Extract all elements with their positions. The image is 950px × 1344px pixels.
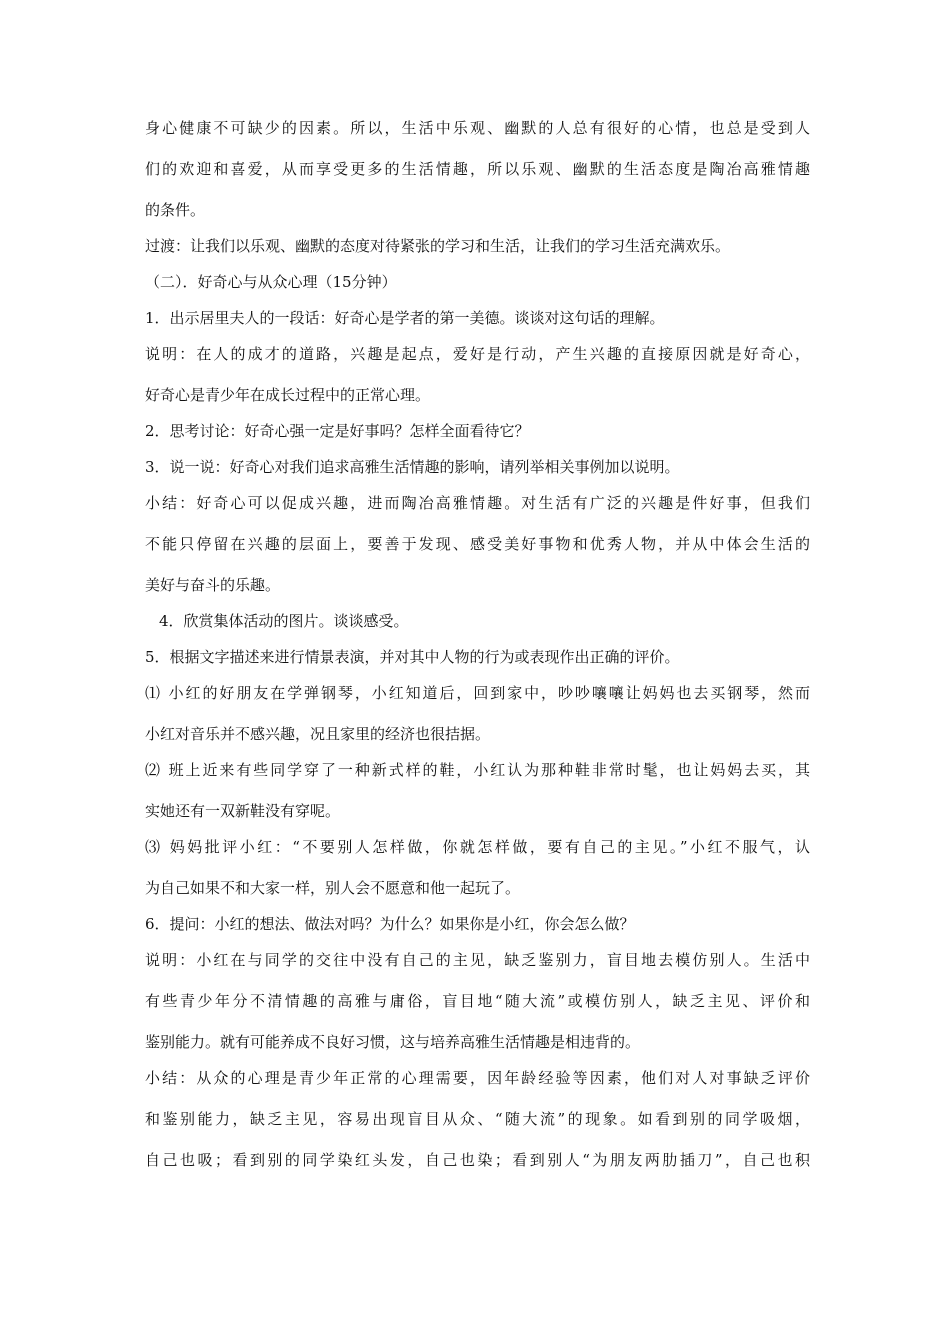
text-line: 为自己如果不和大家一样，别人会不愿意和他一起玩了。 <box>145 879 521 897</box>
text-line: 1．出示居里夫人的一段话：好奇心是学者的第一美德。谈谈对这句话的理解。 <box>145 309 665 327</box>
text-line: 3．说一说：好奇心对我们追求高雅生活情趣的影响，请列举相关事例加以说明。 <box>145 458 680 476</box>
text-line: 6．提问：小红的想法、做法对吗？为什么？如果你是小红，你会怎么做？ <box>145 915 635 933</box>
document-page <box>145 115 810 1173</box>
text-line: 5．根据文字描述来进行情景表演，并对其中人物的行为或表现作出正确的评价。 <box>145 648 680 666</box>
text-line: 身心健康不可缺少的因素。所以，生活中乐观、幽默的人总有很好的心情，也总是受到人 <box>145 119 810 137</box>
text-line: 过渡：让我们以乐观、幽默的态度对待紧张的学习和生活，让我们的学习生活充满欢乐。 <box>145 237 731 255</box>
text-line: 说明：在人的成才的道路，兴趣是起点，爱好是行动，产生兴趣的直接原因就是好奇心， <box>145 345 810 363</box>
text-line: 自己也吸；看到别的同学染红头发，自己也染；看到别人“为朋友两肋插刀”，自己也积 <box>145 1151 810 1169</box>
text-line: 好奇心是青少年在成长过程中的正常心理。 <box>145 386 431 404</box>
text-line: 的条件。 <box>145 201 206 219</box>
text-line: 不能只停留在兴趣的层面上，要善于发现、感受美好事物和优秀人物，并从中体会生活的 <box>145 535 810 553</box>
text-line: 说明：小红在与同学的交往中没有自己的主见，缺乏鉴别力，盲目地去模仿别人。生活中 <box>145 951 810 969</box>
text-line: 小结：从众的心理是青少年正常的心理需要，因年龄经验等因素，他们对人对事缺乏评价 <box>145 1069 810 1087</box>
text-line: 和鉴别能力，缺乏主见，容易出现盲目从众、“随大流”的现象。如看到别的同学吸烟， <box>145 1110 810 1128</box>
text-line: 有些青少年分不清情趣的高雅与庸俗，盲目地“随大流”或模仿别人，缺乏主见、评价和 <box>145 992 810 1010</box>
text-line: 小结：好奇心可以促成兴趣，进而陶冶高雅情趣。对生活有广泛的兴趣是件好事，但我们 <box>145 494 810 512</box>
text-line: ⑵ 班上近来有些同学穿了一种新式样的鞋，小红认为那种鞋非常时髦，也让妈妈去买，其 <box>145 761 810 779</box>
text-line: 鉴别能力。就有可能养成不良好习惯，这与培养高雅生活情趣是相违背的。 <box>145 1033 641 1051</box>
text-line: ⑶ 妈妈批评小红：“不要别人怎样做，你就怎样做，要有自己的主见。”小红不服气，认 <box>145 838 810 856</box>
text-line: 们的欢迎和喜爱，从而享受更多的生活情趣，所以乐观、幽默的生活态度是陶冶高雅情趣 <box>145 160 810 178</box>
text-line: 小红对音乐并不感兴趣，况且家里的经济也很拮据。 <box>145 725 491 743</box>
text-line: 实她还有一双新鞋没有穿呢。 <box>145 802 341 820</box>
text-line: ⑴ 小红的好朋友在学弹钢琴，小红知道后，回到家中，吵吵嚷嚷让妈妈也去买钢琴，然而 <box>145 684 810 702</box>
section-heading: （二）．好奇心与从众心理（15分钟） <box>145 273 397 291</box>
text-line: 4．欣赏集体活动的图片。谈谈感受。 <box>159 612 409 630</box>
text-line: 2．思考讨论：好奇心强一定是好事吗？怎样全面看待它？ <box>145 422 530 440</box>
text-line: 美好与奋斗的乐趣。 <box>145 576 281 594</box>
